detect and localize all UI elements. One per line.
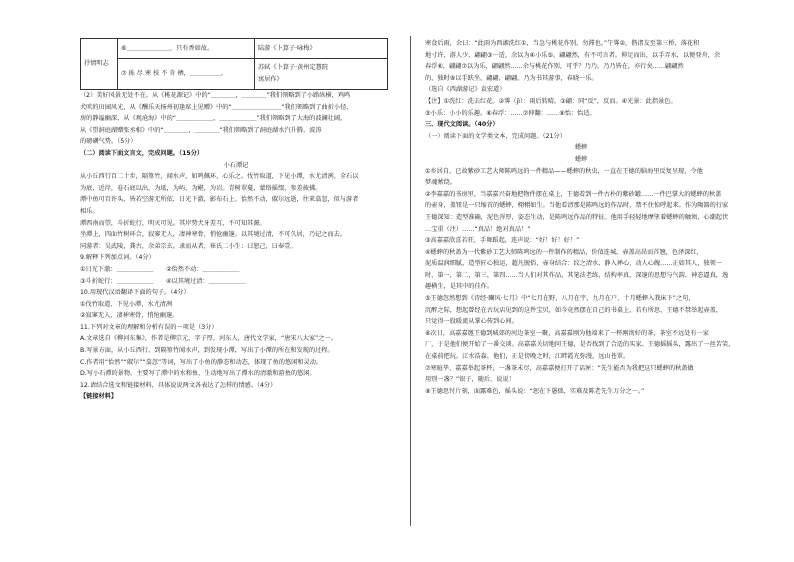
story-line: 时，第一，第二，第三，第四……当人们对其作品，其笔法老练，结构率真，深邃的思想与气韵，神态逼真，逸 [425,271,729,279]
story-title: 蟋蟀 [574,144,588,152]
link-material-label: 【链接材料】 [80,393,118,401]
note-line: 【注】①洗红：洗去红花。②霁（jì）：雨后转晴。③翩：同“反”，反而。④光景：此指景色。 [425,97,677,105]
question-line: D.写小石潭的景物，主要写了潭中的水和鱼，生动地写出了潭水的清澈和游鱼的悠闲。 [80,370,316,378]
story-line: ②李嘉嘉的书房里，当嘉嘉兴奋地把物件摆在桌上，王德看到一件古朴的紫砂罐……一件巴掌大的蟋蟀的秋盖 [425,190,722,198]
story-line: 的壶身，盖钮是一只缩首的蟋蟀，栩栩如生。当他看清那是陈鸣远的作品时，禁不住惊呼起来。作为陶器的行家 [425,202,729,210]
story-line: 只觉得一股暖流从掌心传到心间。 [425,318,518,326]
source-line: （选自《西湖游记》袁宏道） [425,86,506,94]
column-divider [410,36,411,526]
story-line: 厂，于是他们便开始了一番交谈。高嘉嘉关切地问王德，是否找到了合适的买家。王德摇摇头，露出了一丝苦笑， [425,341,735,349]
story-line: ⑦寒暄毕，嘉嘉举起茶杯，一盏茶未尽，高嘉嘉便打开了话匣：“先生能否为我把这只蟋蟀的秋盖做 [425,364,694,372]
section-heading: 三、现代文阅读。（40分） [425,121,499,129]
text-line: 犬吠的田园风光，从《酬乐天扬州初逢席上见赠》中的“＿＿＿＿＿＿＿＿”我们领略到了曲折小径， [80,103,353,111]
right-column [425,38,737,397]
story-line: 趣横生，是其中的佳作。 [425,283,494,291]
story-line: 沉醉之际，想起曾经在古玩店见到的这件宝贝，如今竟然摆在自己的书桌上，若有所思，王德不禁举起壶盖， [425,306,722,314]
table-cell: 陆游《卜算子·咏梅》 [255,39,388,59]
story-line: ⑥次日，高嘉嘉邀王德到城郊的河边茶室一聚，高嘉嘉刚为他端来了一杯刚沏好的茶，茶室不远处有一家 [425,329,709,337]
essay-title: 小石潭记 [223,161,249,169]
table-cell: ⑥＿＿＿＿＿＿＿，只有香如故。 [118,39,255,59]
table-cell [255,59,388,90]
story-line: ⑤王德忽然想到《诗经·豳风·七月》中“七月在野，八月在宇，九月在户，十月蟋蟀入我床下”之句， [425,295,695,303]
story-line: 王德深知：造型准确，泥色浑厚，姿态生动，是陈鸣远作品的特征。他用手轻轻地摩挲着蟋蟀的触须，心潮起伏 [425,213,729,221]
table-cell: ⑦ 拣 尽 寒 枝 不 肯 栖，＿＿＿＿＿。 [118,59,255,90]
question-line: 10.用现代汉语翻译下面的句子。（4分） [80,289,190,297]
question-line: ②寂寥无人，凄神寒骨，悄怆幽邃。 [80,312,179,320]
story-line: ⑧王德思忖片刻，面露难色，摇头说：“恕在下愚拙，实难及陈老先生万分之一。” [425,387,645,395]
essay-line: 潭西南而望，斗折蛇行，明灭可见。其岸势犬牙差互，不可知其源。 [80,219,266,227]
story-line: 泥质温润细腻，造型匠心独运，超凡脱俗，壶身结合：纹之清水，静入禅心，动人心魄……正如其人，独领一 [425,260,722,268]
table-cell-line: 苏轼《卜算子·黄州定慧院 [258,64,329,72]
essay-line: 同游者：吴武陵，龚古，余弟宗玄。隶而从者，崔氏二小生：曰恕己，曰奉壹。 [80,242,297,250]
text-line: 春浮⑥，翩翩⑦以为乐，翩翩然……余与桃花作别，可乎？乃乃，乃乃皆在，亦行矣……翩翩然 [425,63,684,71]
story-line: ①乡居自，已故紫砂工艺大师陈鸣远的一件精品——蟋蟀的秋虫，一直在王德的脑海里反复呈现，令他 [425,167,703,175]
essay-line: 为底，近岸，卷石底以出，为坻，为屿，为嵁，为岩。青树翠蔓，蒙络摇缀，参差披拂。 [80,184,322,192]
section-heading: （二）阅读下面文言文，完成问题。（15分） [80,149,204,157]
text-line: 房的静谧幽深，从《观沧海》中的“＿＿＿＿＿＿，＿＿＿＿＿＿”我们领略到了大海的波澜壮阔， [80,115,347,123]
question-line: ①伐竹取道，下见小潭，水尤清冽 [80,300,173,308]
text-line: 地寸许，游人少，翩翩③一适。余以为④小乐⑤。翩翩然，有不可言者。伸足而出，以手弄水，以便登舟，余 [425,51,721,59]
essay-line: 潭中鱼可百许头，皆若空游无所依，日光下澈，影布石上。佁然不动，俶尔远逝，往来翕忽，似与游者 [80,196,359,204]
subsection-heading: （一）阅读下面的文学类文本，完成问题。（21分） [425,132,566,140]
question-line: C.作者用“佁然”“俶尔”“翕忽”等词，写出了小鱼的静态和动态，体现了鱼的悠闲和灵动。 [80,358,323,366]
story-line: 梦魂萦绕。 [425,179,456,187]
question-line: ①日光下澈：＿＿＿＿＿＿ ②佁然不动：＿＿＿＿＿＿ [80,265,240,273]
poetry-table [80,38,388,90]
story-line: 用别一盏？”银子，随后，说说！ [425,376,515,384]
text-line: 的，独时⑧以手趺坐，翩翩，翩翩。乃为书其游事，春晓一乐。 [425,74,598,82]
story-author: 蟋蟀 [574,155,588,163]
essay-line: 从小丘西行百二十步，隔篁竹，闻水声，如鸣佩环，心乐之。伐竹取道，下见小潭，水尤清冽。全石以 [80,173,359,181]
question-line: A.文章选自《柳河东集》，作者是柳宗元，字子厚，河东人，唐代文学家，“唐宋八大家”之一。 [80,335,337,343]
left-column [80,38,392,403]
question-line: 12.请结合选文和链接材料，具体说说两文各表达了怎样的情感。（4分） [80,381,277,389]
question-line: ③斗折蛇行：＿＿＿＿＿＿ ④以其境过清：＿＿＿＿＿＿ [80,277,246,285]
table-cell-line: 寓居作》 [258,76,283,83]
question-line: B.写景方面，从小丘西行，到隔篁竹闻水声，到发现小潭，写出了小潭的所在和发现的过程。 [80,347,334,355]
text-line: 的磅礴气势。（5分） [80,138,137,146]
note-line: ⑤小乐：小小的乐趣。⑥春浮：……⑦伸翻：……⑧怡：怡适。 [425,109,596,117]
story-line: …宝重（注）……“真品！绝对真品！” [425,225,531,233]
table-row-header: 抒情明志 [81,39,118,90]
story-line: 在桌前把玩。江水浩淼，他们，正是傍晚之时，江畔霞光弥漫，远山苍翠。 [425,353,630,361]
text-line: （2）美好风景无处不在。从《桃花源记》中的“＿＿＿＿，＿＿＿＿”我们领略到了小路纵横、鸡鸣 [80,92,351,99]
question-line: 11.下列对文章的理解和分析有误的一项是（3分） [80,323,218,331]
story-line: ③高嘉嘉欣喜若狂，手舞蹈起，连声说：“好！好！好！” [425,237,580,245]
essay-line: 坐潭上，四面竹树环合，寂寥无人，凄神寒骨，悄怆幽邃。以其境过清，不可久居，乃记之而去。 [80,231,347,239]
text-line: 从《望洞庭湖赠张丞相》中的“＿＿＿＿，＿＿＿＿”我们领略到了洞庭湖水汽升腾、波涛 [80,126,322,134]
question-line: 9.解释下列加点词。（4分） [80,254,155,262]
essay-line: 相乐。 [80,207,99,215]
text-line: 寒食后雨，余曰：“此雨为西湖洗红①，当急与桃花作别，勿滞也。”午霁②，偕诸友至第三桥，落花积 [425,40,700,47]
story-line: ④蟋蟀的秋盖为一代紫砂工艺大师陈鸣远的一件制作的精品，价值连城。壶盖高昂而首翘，色泽深红， [425,248,703,256]
